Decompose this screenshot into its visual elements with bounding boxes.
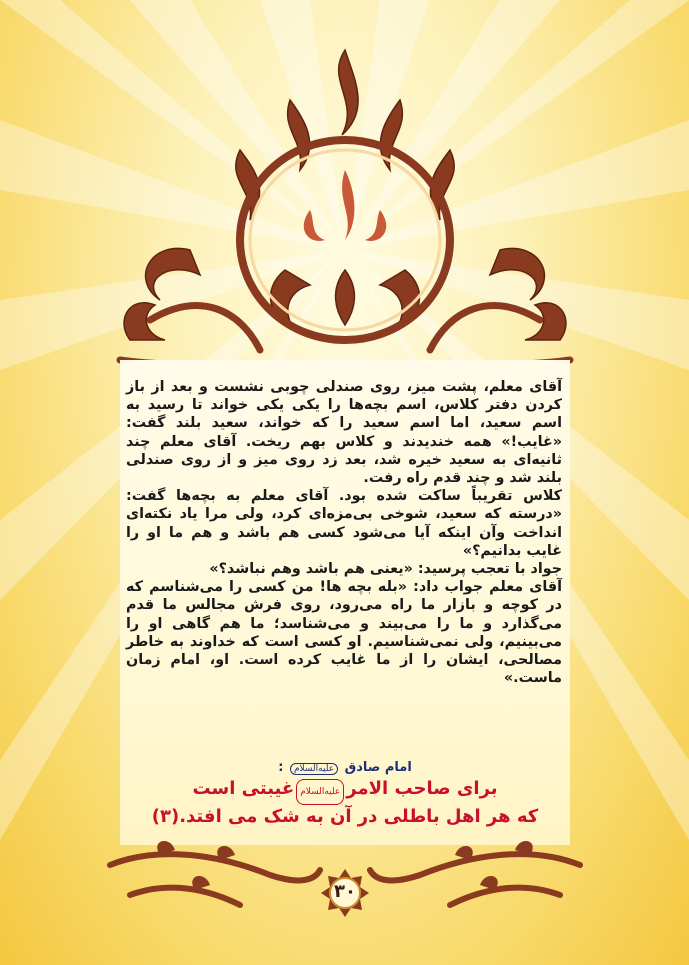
attribution-colon: :	[278, 760, 284, 775]
quote-attribution	[120, 760, 570, 775]
page-number: ۳۰	[334, 881, 356, 902]
honorific-mark: علیه‌السلام	[296, 779, 344, 805]
top-arabesque-ornament	[110, 40, 580, 380]
story-paragraph: جواد با تعجب پرسید: «یعنی هم باشد وهم نباشد؟»	[209, 561, 562, 578]
quote-line-1-end: غیبتی است	[192, 778, 295, 799]
story-paragraph: کلاس تقریباً ساکت شده بود. آقای معلم به بچه‌ها گفت: «درسته که سعید، شوخی بی‌مزه‌ای کرد، ولی مرا یاد نکته‌ای انداخت وآن اینکه آیا می‌شود کسی هم باشد و هم ما او را غایب بدانیم؟»	[126, 488, 562, 559]
quote-line-1-start: برای صاحب الامر	[346, 778, 498, 799]
honorific-mark: علیه‌السلام	[290, 763, 338, 775]
story-paragraph: آقای معلم جواب داد: «بله بچه ها! من کسی را می‌شناسم که در کوچه و بازار ما راه می‌رود، روی فرش مجالس ما قدم می‌گذارد و ما را می‌بیند و می‌شناسد؛ ما هم گاهی او را می‌بینیم، ولی نمی‌شناسیم. او کسی است که خداوند به خاطر مصالحی، ایشان را از ما غایب کرده است. او، امام زمان ماست.»	[126, 579, 562, 687]
hadith-quote	[120, 760, 570, 829]
story-paragraph: آقای معلم، پشت میز، روی صندلی چوبی نشست و بعد از باز کردن دفتر کلاس، اسم بچه‌ها را یکی یکی خواند تا رسید به اسم سعید، اما اسم سعید را که خواند، سعید بلند گفت: «غایب!» همه خندیدند و کلاس بهم ریخت. آقای معلم چند ثانیه‌ای به سعید خیره شد، بعد زد روی میز و از روی صندلی بلند شد و چند قدم راه رفت.	[126, 379, 562, 487]
attribution-name: امام صادق	[344, 760, 412, 775]
quote-line-2: که هر اهل باطلی در آن به شک می افتد.(۳)	[151, 806, 539, 827]
quote-line-1	[120, 777, 570, 805]
story-text	[126, 378, 562, 687]
